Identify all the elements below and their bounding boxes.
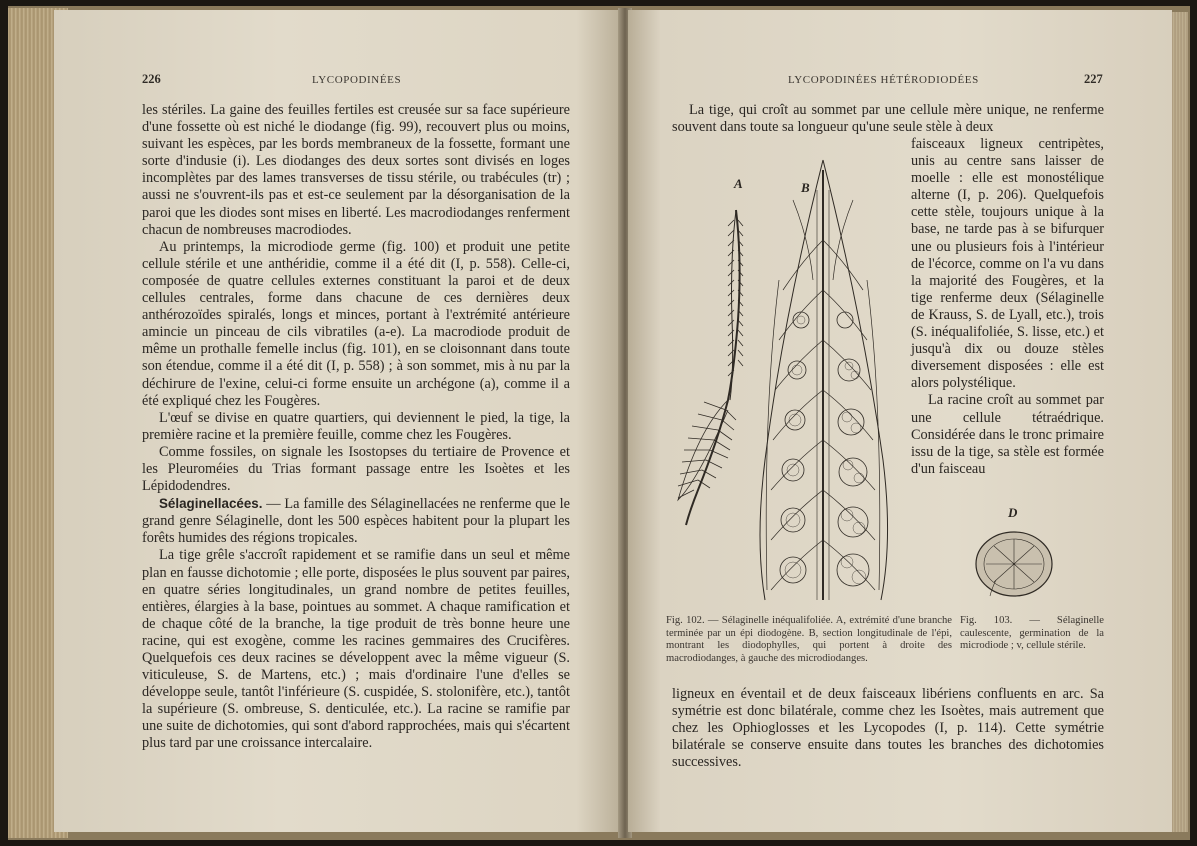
caption-text: Fig. 103. — Sélaginelle caulescente, germination de la microdiode ; v, cellule stérile. — [960, 615, 1104, 652]
page-number-right: 227 — [1084, 72, 1103, 86]
section-heading: Sélaginellacées. — [159, 496, 263, 512]
paragraph: les stériles. La gaine des feuilles fertiles est creusée sur sa face supérieure d'une fossette où est niché le diodange (fig. 99), recouvert plus ou moins, suivant les espèces, par les bords membraneux de la fossette, formant une sorte d'indusie (i). Les diodanges des deux sortes sont divisés en loges incomplètes par des lames transverses de tissu stérile, ou trabécules (tr) ; aussi ne s'ouvrent-ils pas et est-ce seulement par la désorganisation de la paroi que les diodes sont mises en liberté. Les macrodiodanges renferment chacun de nombreuses macrodiodes. — [142, 102, 570, 238]
paragraph — [142, 495, 570, 547]
paragraph: La tige, qui croît au sommet par une cellule mère unique, ne renferme souvent dans toute sa longueur qu'une seule stèle à deux — [672, 102, 1104, 136]
figure-label-a: A — [734, 176, 743, 191]
figure-103-caption — [960, 615, 1104, 653]
running-head-right: LYCOPODINÉES HÉTÉRODIODÉES — [788, 74, 979, 86]
bottom-paragraph — [672, 686, 1104, 771]
left-text-column — [142, 102, 570, 753]
paragraph: La racine croît au sommet par une cellule tétraédrique. Considérée dans le tronc primaire issu de la tige, sa stèle est formée d'un faisceau — [911, 392, 1104, 477]
running-head-left: LYCOPODINÉES — [312, 74, 402, 86]
paragraph: L'œuf se divise en quatre quartiers, qui deviennent le pied, la tige, la première racine et la première feuille, comme chez les Fougères. — [142, 409, 570, 443]
figure-103-d-illustration — [974, 530, 1054, 602]
page-edges-right — [1172, 12, 1188, 832]
section-text: — La famille des Sélaginellacées ne renferme que le grand genre Sélaginelle, dont les 500 espèces habitent pour la plupart les forêts humides des régions tropicales. — [142, 496, 570, 547]
paragraph: Comme fossiles, on signale les Isostopses du tertiaire de Provence et les Pleuroméies du Trias formant passage entre les Isoètes et les Lépidodendres. — [142, 443, 570, 495]
paragraph: faisceaux ligneux centripètes, unis au centre sans laisser de moelle : elle est monostélique alterne (I, p. 206). Quelquefois cette stèle, toujours unique à la base, ne tarde pas à se bifurquer une ou plusieurs fois à l'intérieur de l'écorce, comme on l'a vu dans la majorité des Fougères, et la tige renferme deux (Sélaginelle de Krauss, S. de Lyall, etc.), trois (S. inéqualifoliée, S. lisse, etc.) et jusqu'à dix ou douze stèles diversement disposées : elle est alors polystélique. — [911, 136, 1104, 392]
right-page — [628, 10, 1172, 832]
caption-text: Fig. 102. — Sélaginelle inéqualifoliée. A, extrémité d'une branche terminée par un épi diodogène. B, section longitudinale de l'épi, montrant les diodophylles, qui portent à droite des macrodiodanges, à gauche des microdiodanges. — [666, 615, 952, 664]
side-text-column — [911, 136, 1104, 478]
paragraph: Au printemps, la microdiode germe (fig. 100) et produit une petite cellule stérile et une anthéridie, comme il a été dit (I, p. 558). Celle-ci, composée de quatre cellules externes constituant la paroi et de deux cellules centrales, forme dans chacune de ces dernières deux anthérozoïdes spiralés, longs et minces, portant à l'extrémité antérieure amincie un pinceau de cils vibratiles (a-e). La macrodiode produit de même un prothalle femelle inclus (fig. 101), en se cloisonnant dans toute son étendue, comme il a été dit (I, p. 558) ; à son sommet, mis à nu par la déchirure de l'exine, celui-ci forme ensuite un archégone (a), comme il a été expliqué chez les Fougères. — [142, 238, 570, 409]
figure-102-b-illustration — [753, 160, 893, 600]
top-paragraph — [672, 102, 1104, 136]
figure-label-d: D — [1008, 505, 1018, 520]
figure-label-b: B — [801, 180, 810, 195]
paragraph: ligneux en éventail et de deux faisceaux libériens confluents en arc. Sa symétrie est donc bilatérale, comme chez les Isoètes, mais autrement que chez les Ophioglosses et les Lycopodes (I, p. 114). Cette symétrie bilatérale se conserve ensuite dans toutes les branches des dichotomies successives. — [672, 686, 1104, 771]
page-number-left: 226 — [142, 72, 161, 86]
left-page — [54, 10, 622, 832]
figure-102-caption — [666, 615, 952, 665]
paragraph: La tige grêle s'accroît rapidement et se ramifie dans un seul et même plan en fausse dichotomie ; elle porte, disposées le plus souvent par paires, en quatre séries longitudinales, un grand nombre de petites feuilles, entières, élargies à la base, pointues au sommet. A chaque ramification et de chaque côté de la branche, la tige produit de très bonne heure une racine, qui est exogène, comme les racines gemmaires des Crucifères. Quelquefois ces deux racines se développent avec la même vigueur (S. viticuleuse, S. de Martens, etc.) ; mais d'ordinaire l'une d'elles se développe seule, tantôt l'inférieure (S. cuspidée, S. stolonifère, etc.), tantôt la supérieure (S. ombreuse, S. denticulée, etc.). La racine se ramifie par une suite de dichotomies, qui sont d'abord rapprochées, mais qui s'écartent plus tard par une croissance intercalaire. — [142, 547, 570, 752]
